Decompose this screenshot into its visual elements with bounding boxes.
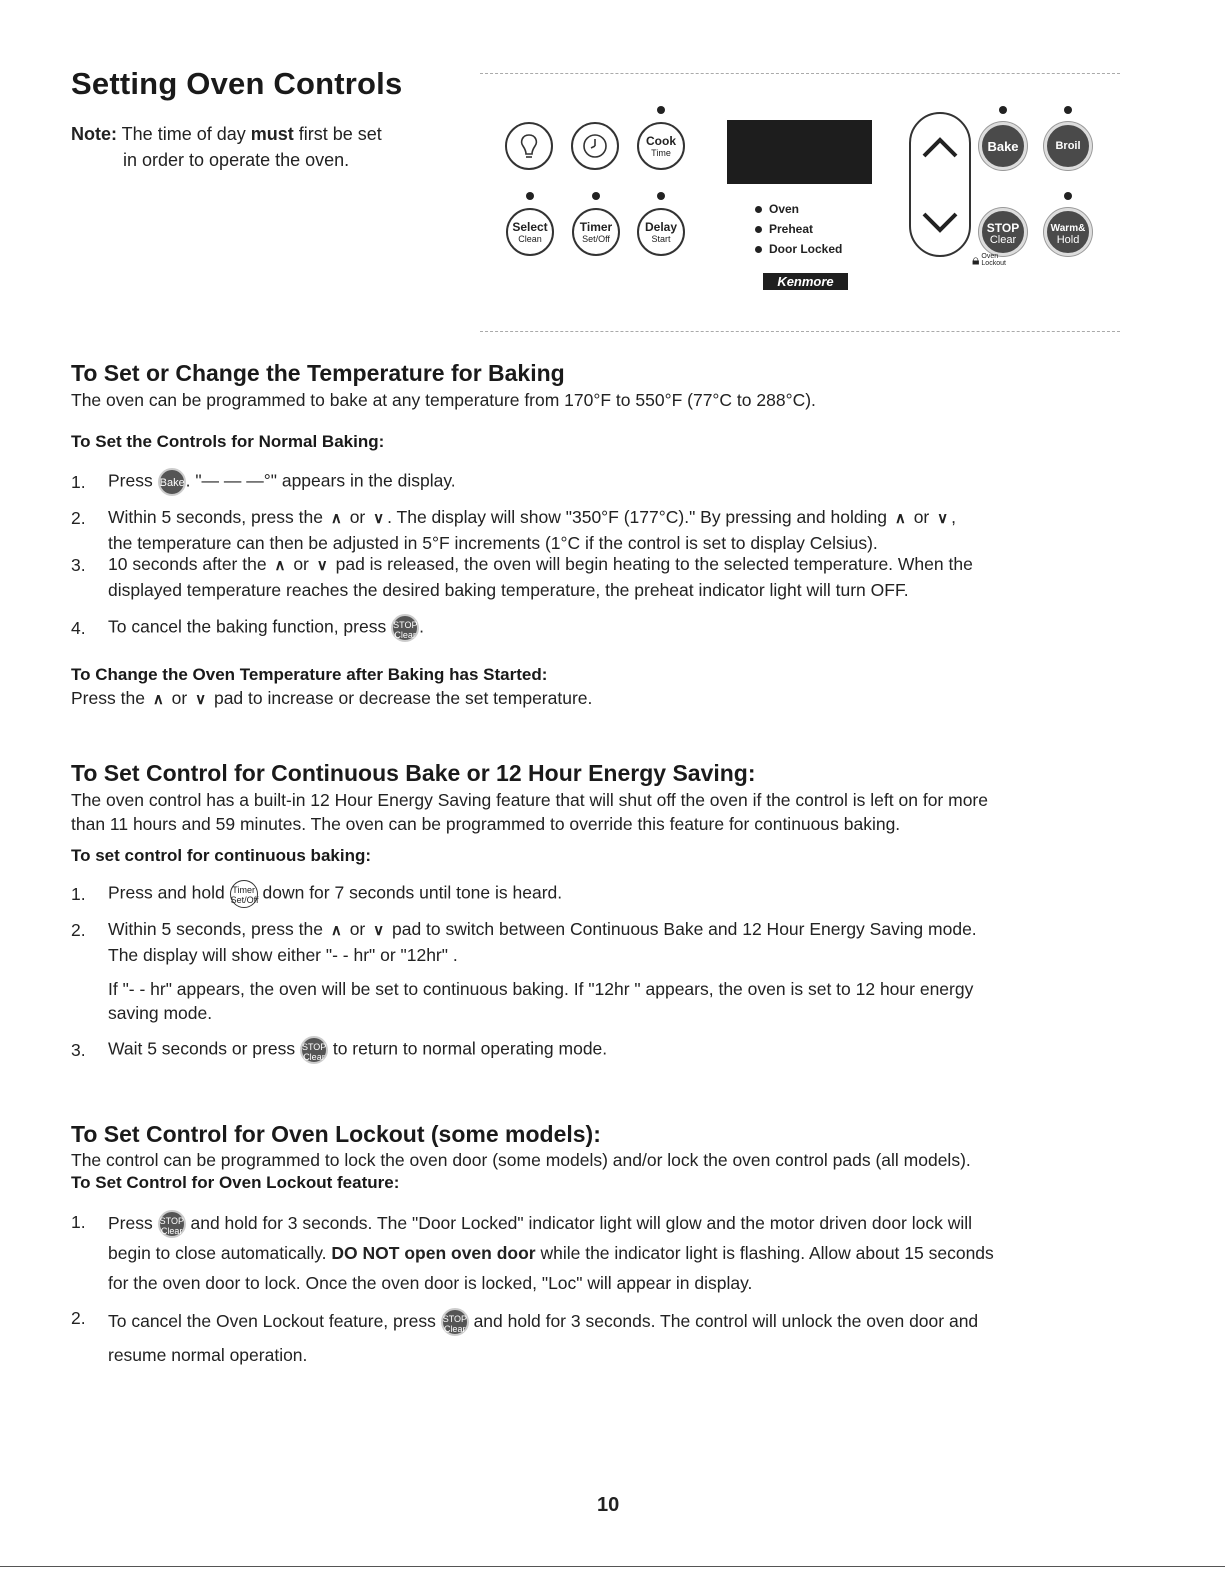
bake-button[interactable]: Bake (979, 122, 1027, 170)
select-clean-button[interactable]: Select Clean (506, 208, 554, 256)
bottom-rule (0, 1566, 1225, 1567)
indicator-preheat: Preheat (755, 222, 813, 236)
down-arrow-icon: ∨ (373, 510, 385, 527)
indicator-oven: Oven (755, 202, 799, 216)
light-icon-button[interactable] (505, 122, 553, 170)
down-arrow-icon: ∨ (316, 557, 328, 574)
broil-dot (1064, 106, 1072, 114)
section-heading-baking: To Set or Change the Temperature for Baking (71, 360, 565, 386)
list-number: 4. (71, 618, 86, 638)
list-item: Within 5 seconds, press the ∧ or ∨ . The display will show "350°F (177°C)." By pressing and holding ∧ or ∨ , the temperature can then be adjusted in 5°F increments (1°C if the control is set to display Celsius). (108, 507, 956, 553)
list-item: 10 seconds after the ∧ or ∨ pad is released, the oven will begin heating to the selected temperature. When the displayed temperature reaches the desired baking temperature, the preheat indicator light will turn OFF. (108, 554, 973, 600)
cook-time-dot (657, 106, 665, 114)
padlock-icon: 🔒︎ (972, 251, 980, 268)
down-arrow-icon: ∨ (195, 691, 207, 708)
stop-clear-icon: STOP Clear (441, 1308, 469, 1336)
timer-setoff-button[interactable]: Timer Set/Off (572, 208, 620, 256)
list-item: To cancel the Oven Lockout feature, press STOP Clear and hold for 3 seconds. The control will unlock the oven door and resume normal operation. (108, 1304, 1118, 1372)
list-number: 2. (71, 920, 86, 940)
section-heading-lockout: To Set Control for Oven Lockout (some models): (71, 1121, 601, 1147)
subheading-change-temp: To Change the Oven Temperature after Baking has Started: (71, 665, 548, 684)
timer-setoff-icon: Timer Set/Off (230, 880, 258, 908)
warm-hold-dot (1064, 192, 1072, 200)
list-number: 1. (71, 1212, 86, 1232)
section-intro-line: than 11 hours and 59 minutes. The oven can be programmed to override this feature for continuous baking. (71, 814, 901, 834)
stop-clear-button[interactable]: STOP Clear (979, 208, 1027, 256)
list-item: Wait 5 seconds or press STOP Clear to return to normal operating mode. (108, 1036, 1118, 1064)
change-temp-text: Press the ∧ or ∨ pad to increase or decrease the set temperature. (71, 686, 592, 712)
list-item: To cancel the baking function, press STOP Clear . (108, 614, 1118, 642)
subheading-normal-baking: To Set the Controls for Normal Baking: (71, 432, 385, 451)
timer-dot (592, 192, 600, 200)
down-arrow-icon: ∨ (373, 922, 385, 939)
clock-icon-button[interactable] (571, 122, 619, 170)
lightbulb-icon (507, 124, 551, 168)
list-number: 2. (71, 1308, 86, 1328)
section-intro-line: The oven control has a built-in 12 Hour Energy Saving feature that will shut off the oven if the control is left on for more (71, 790, 988, 810)
page-number: 10 (597, 1494, 620, 1516)
panel-bottom-rule (480, 331, 1120, 332)
clock-icon (573, 124, 617, 168)
list-number: 3. (71, 555, 86, 575)
up-arrow-icon: ∧ (330, 510, 342, 527)
bake-icon: Bake (158, 468, 186, 496)
stop-clear-icon: STOP Clear (158, 1210, 186, 1238)
oven-lockout-label: 🔒︎ Oven Lockout (972, 251, 1006, 268)
note-label: Note: (71, 124, 117, 144)
up-arrow-icon: ∧ (274, 557, 286, 574)
list-item: Press Bake. "— — —°" appears in the display. (108, 468, 1118, 496)
page-title: Setting Oven Controls (71, 66, 403, 101)
stop-clear-icon: STOP Clear (391, 614, 419, 642)
list-number: 1. (71, 884, 86, 904)
up-arrow-icon: ∧ (330, 922, 342, 939)
note: Note: The time of day must first be set in order to operate the oven. (71, 124, 382, 170)
subheading-lockout: To Set Control for Oven Lockout feature: (71, 1173, 400, 1192)
indicator-door-locked: Door Locked (755, 242, 842, 256)
bake-dot (999, 106, 1007, 114)
subheading-continuous: To set control for continuous baking: (71, 846, 372, 865)
delay-start-dot (657, 192, 665, 200)
stop-clear-icon: STOP Clear (300, 1036, 328, 1064)
up-arrow-icon (924, 140, 956, 156)
down-arrow-icon: ∨ (937, 510, 949, 527)
up-down-pad (909, 112, 971, 257)
list-number: 3. (71, 1040, 86, 1060)
list-item: Press STOP Clear and hold for 3 seconds. The "Door Locked" indicator light will glow and the motor driven door lock will begin to close automatically. DO NOT open oven door while the indicator light is flashing. Allow about 15 seconds for the oven door to lock. Once the oven door is locked, "Loc" will appear in display. (108, 1208, 1118, 1298)
list-item: Within 5 seconds, press the ∧ or ∨ pad to switch between Continuous Bake and 12 Hour Energy Saving mode. The display will show either "- - hr" or "12hr" . If "- - hr" appears, the oven will be set to continuous baking. If "12hr " appears, the oven is set to 12 hour energy saving mode. (108, 919, 977, 1023)
section-heading-continuous-bake: To Set Control for Continuous Bake or 12 Hour Energy Saving: (71, 760, 756, 786)
down-arrow-icon (924, 214, 956, 230)
list-number: 1. (71, 472, 86, 492)
list-item: Press and hold Timer Set/Off down for 7 seconds until tone is heard. (108, 880, 1118, 908)
section-intro: The oven can be programmed to bake at any temperature from 170°F to 550°F (77°C to 288°C). (71, 390, 816, 410)
section-intro: The control can be programmed to lock the oven door (some models) and/or lock the oven control pads (all models). (71, 1150, 971, 1170)
list-number: 2. (71, 508, 86, 528)
delay-start-button[interactable]: Delay Start (637, 208, 685, 256)
up-down-arrows (911, 114, 969, 255)
cook-time-button[interactable]: Cook Time (637, 122, 685, 170)
broil-button[interactable]: Broil (1044, 122, 1092, 170)
select-clean-dot (526, 192, 534, 200)
panel-top-rule (480, 73, 1120, 74)
up-arrow-icon: ∧ (152, 691, 164, 708)
warm-hold-button[interactable]: Warm& Hold (1044, 208, 1092, 256)
kenmore-logo: Kenmore (763, 273, 848, 290)
up-arrow-icon: ∧ (894, 510, 906, 527)
oven-display (727, 120, 872, 184)
